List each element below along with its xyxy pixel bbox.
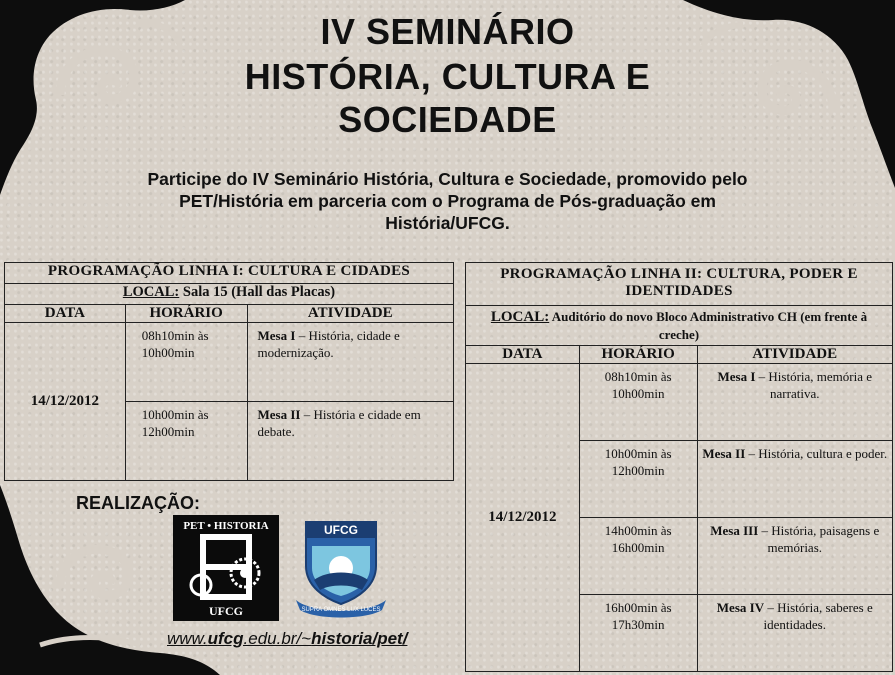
linha2-local: [466, 306, 893, 346]
schedule-table-linha-1: [4, 262, 454, 481]
ufcg-logo-motto: SUPRA OMNES LUX LUCES: [301, 607, 381, 613]
intro-line-3: História/UFCG.: [385, 213, 510, 233]
linha1-row1-activity: Mesa I – História, cidade e modernização.: [247, 323, 453, 402]
linha2-date: 14/12/2012: [466, 364, 580, 672]
schedule-table-linha-2: [465, 262, 893, 672]
linha1-local-label: LOCAL:: [122, 284, 180, 300]
linha1-row2-activity: Mesa II – História e cidade em debate.: [247, 402, 453, 481]
linha1-local-value: Sala 15 (Hall das Placas): [182, 284, 336, 300]
ufcg-logo: [292, 518, 390, 618]
pet-logo-bottom-text: UFCG: [209, 604, 243, 618]
title-line-1: IV SEMINÁRIO: [320, 11, 575, 52]
linha2-row2-activity: Mesa II – História, cultura e poder.: [697, 441, 892, 518]
linha2-row4-activity: Mesa IV – História, saberes e identidades.: [697, 595, 892, 672]
title-line-2: HISTÓRIA, CULTURA E: [244, 56, 651, 97]
linha2-col-horario: HORÁRIO: [579, 346, 697, 364]
title-line-3: SOCIEDADE: [338, 99, 557, 140]
linha2-row1-activity: Mesa I – História, memória e narrativa.: [697, 364, 892, 441]
website-link[interactable]: www.ufcg.edu.br/~historia/pet/: [167, 629, 408, 648]
linha2-row3-time: 14h00min às 16h00min: [579, 518, 697, 595]
linha2-col-data: DATA: [466, 346, 580, 364]
linha1-row2-time: 10h00min às 12h00min: [125, 402, 247, 481]
linha2-col-atividade: ATIVIDADE: [697, 346, 892, 364]
realizacao-label: REALIZAÇÃO:: [76, 493, 200, 513]
pet-historia-logo: [173, 515, 279, 621]
linha2-row3-activity: Mesa III – História, paisagens e memórias.: [697, 518, 892, 595]
linha1-col-horario: HORÁRIO: [125, 305, 247, 323]
intro-line-1: Participe do IV Seminário História, Cultura e Sociedade, promovido pelo: [147, 169, 748, 189]
linha1-local: [5, 284, 454, 305]
ufcg-logo-text: UFCG: [324, 523, 358, 537]
linha1-col-atividade: ATIVIDADE: [247, 305, 453, 323]
intro-text: [60, 168, 835, 234]
intro-line-2: PET/História em parceria com o Programa de Pós-graduação em: [179, 191, 716, 211]
linha1-heading: PROGRAMAÇÃO LINHA I: CULTURA E CIDADES: [5, 263, 454, 284]
linha2-local-label: LOCAL:: [490, 309, 550, 325]
linha2-row4-time: 16h00min às 17h30min: [579, 595, 697, 672]
linha2-local-value: Auditório do novo Bloco Administrativo CH (em frente à creche): [551, 309, 868, 342]
linha1-row1-time: 08h10min às 10h00min: [125, 323, 247, 402]
linha2-heading: PROGRAMAÇÃO LINHA II: CULTURA, PODER E IDENTIDADES: [466, 263, 893, 306]
linha2-row2-time: 10h00min às 12h00min: [579, 441, 697, 518]
linha1-date: 14/12/2012: [5, 323, 126, 481]
pet-logo-top-text: PET • HISTORIA: [183, 520, 269, 532]
linha2-row1-time: 08h10min às 10h00min: [579, 364, 697, 441]
linha1-col-data: DATA: [5, 305, 126, 323]
